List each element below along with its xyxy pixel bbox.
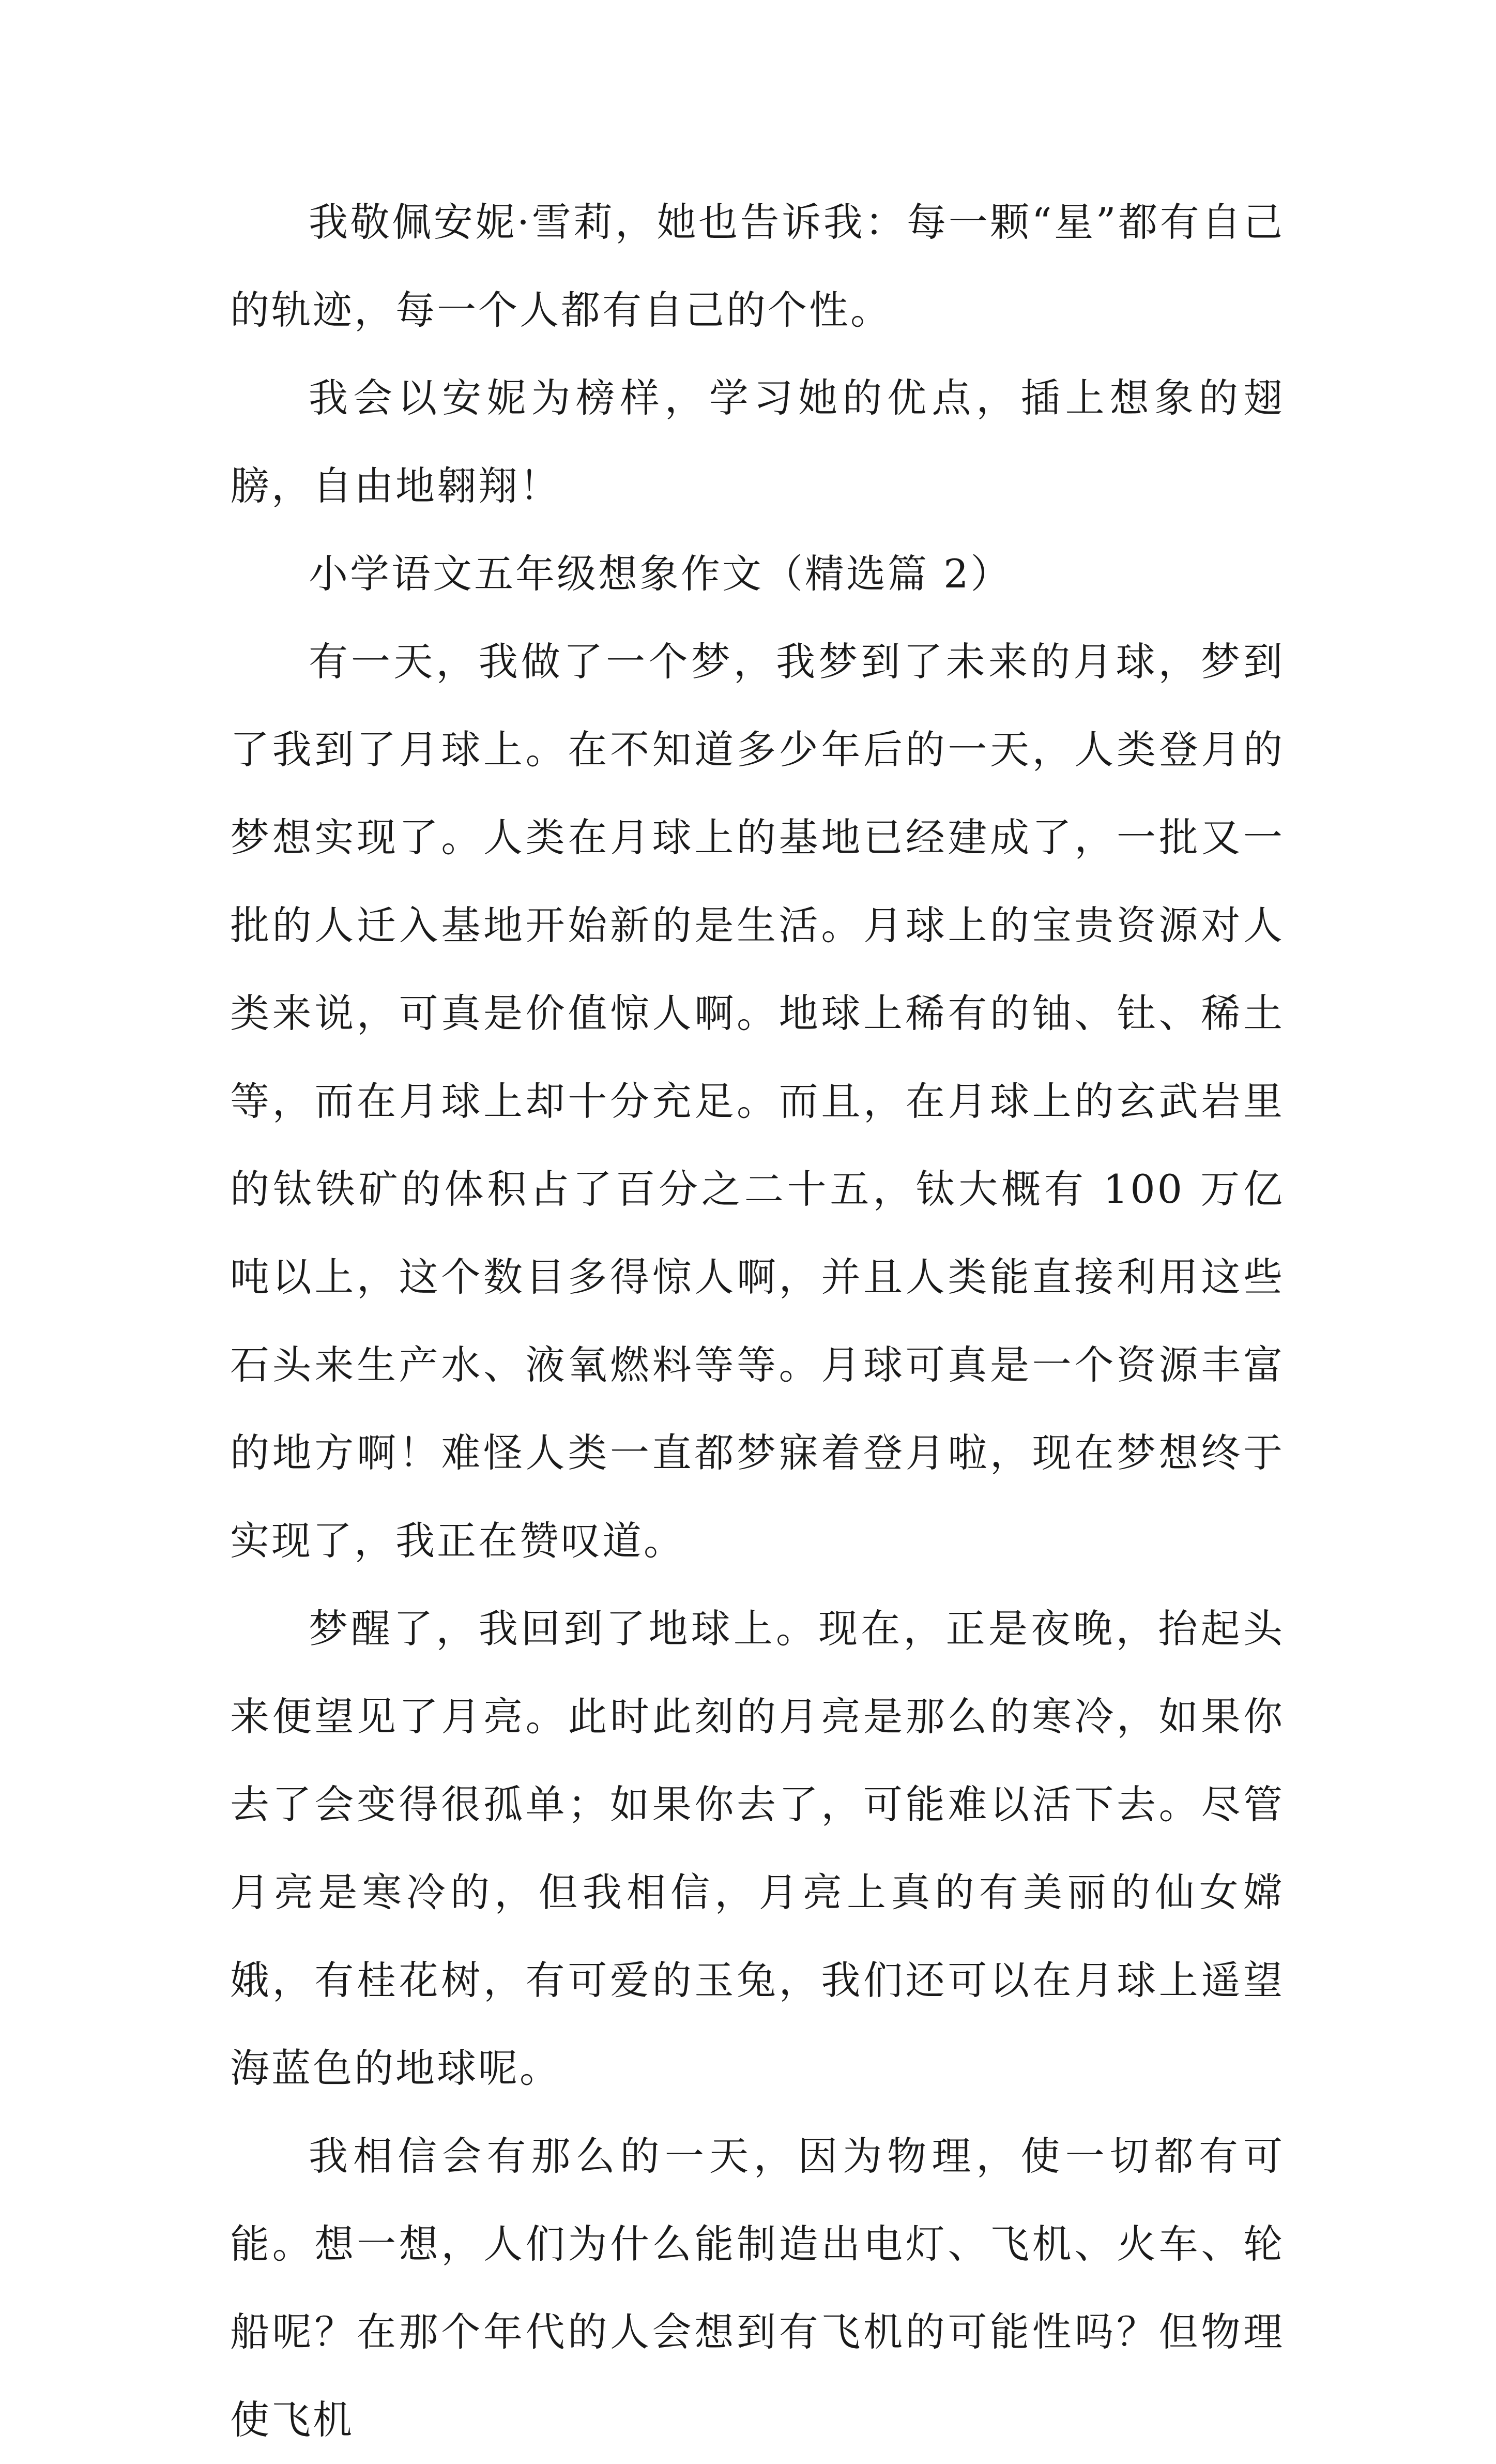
paragraph-moon-dream: 有一天，我做了一个梦，我梦到了未来的月球，梦到了我到了月球上。在不知道多少年后的一天，人类登月的梦想实现了。人类在月球上的基地已经建成了，一批又一批的人迁入基地开始新的是生活。月球上的宝贵资源对人类来说，可真是价值惊人啊。地球上稀有的铀、钍、稀土等，而在月球上却十分充足。而且，在月球上的玄武岩里的钛铁矿的体积占了百分之二十五，钛大概有 100 万亿吨以上，这个数目多得惊人啊，并且人类能直接利用这些石头来生产水、液氧燃料等等。月球可真是一个资源丰富的地方啊！难怪人类一直都梦寐着登月啦，现在梦想终于实现了，我正在赞叹道。	[230, 639, 1285, 1564]
paragraph-role-model: 我会以安妮为榜样，学习她的优点，插上想象的翅膀，自由地翱翔！	[230, 375, 1285, 509]
paragraph-wake-up: 梦醒了，我回到了地球上。现在，正是夜晚，抬起头来便望见了月亮。此时此刻的月亮是那么的寒冷，如果你去了会变得很孤单；如果你去了，可能难以活下去。尽管月亮是寒冷的，但我相信，月亮上真的有美丽的仙女嫦娥，有桂花树，有可爱的玉兔，我们还可以在月球上遥望海蓝色的地球呢。	[230, 1606, 1285, 2091]
paragraph-physics: 我相信会有那么的一天，因为物理，使一切都有可能。想一想，人们为什么能制造出电灯、飞机、火车、轮船呢？在那个年代的人会想到有飞机的可能性吗？但物理使飞机	[230, 2133, 1285, 2443]
paragraph-admiration: 我敬佩安妮·雪莉，她也告诉我：每一颗“星”都有自己的轨迹，每一个人都有自己的个性。	[230, 199, 1285, 333]
section-title: 小学语文五年级想象作文（精选篇 2）	[309, 551, 1012, 597]
document-body	[230, 178, 1285, 2464]
